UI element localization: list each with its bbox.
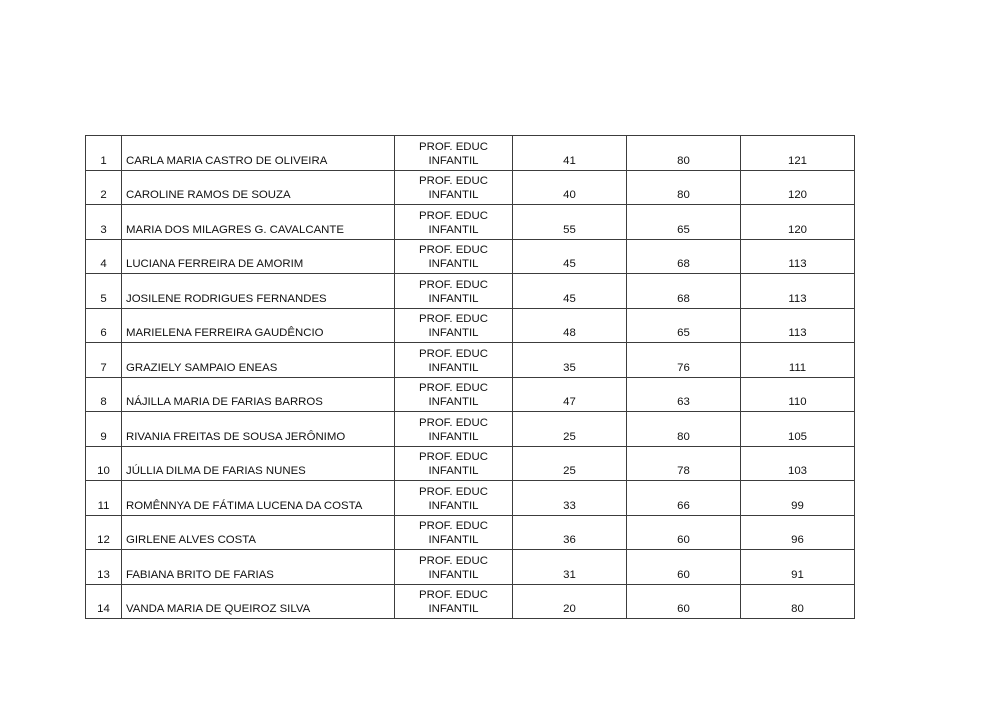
score-a: 31 xyxy=(513,550,627,585)
score-b: 60 xyxy=(627,550,741,585)
score-a: 35 xyxy=(513,343,627,378)
position-line-1: PROF. EDUC xyxy=(419,451,488,463)
score-total: 80 xyxy=(741,584,855,619)
candidate-name: MARIELENA FERREIRA GAUDÊNCIO xyxy=(122,308,395,343)
row-number: 7 xyxy=(86,343,122,378)
position xyxy=(395,239,513,274)
table-row xyxy=(86,239,855,274)
position-line-1: PROF. EDUC xyxy=(419,278,488,291)
position xyxy=(395,170,513,205)
score-total: 120 xyxy=(741,170,855,205)
row-number: 14 xyxy=(86,584,122,619)
score-a: 25 xyxy=(513,412,627,447)
table-row xyxy=(86,308,855,343)
row-number: 3 xyxy=(86,205,122,240)
score-total: 110 xyxy=(741,377,855,412)
score-b: 65 xyxy=(627,308,741,343)
position-line-2: INFANTIL xyxy=(428,223,479,236)
row-number: 11 xyxy=(86,481,122,516)
score-a: 48 xyxy=(513,308,627,343)
table-row xyxy=(86,274,855,309)
position xyxy=(395,412,513,447)
score-b: 60 xyxy=(627,584,741,619)
score-b: 68 xyxy=(627,239,741,274)
position-line-2: INFANTIL xyxy=(428,189,479,201)
score-b: 80 xyxy=(627,136,741,171)
table-row xyxy=(86,377,855,412)
score-a: 40 xyxy=(513,170,627,205)
position-line-1: PROF. EDUC xyxy=(419,416,488,429)
row-number: 9 xyxy=(86,412,122,447)
score-b: 76 xyxy=(627,343,741,378)
score-a: 20 xyxy=(513,584,627,619)
row-number: 13 xyxy=(86,550,122,585)
table-row xyxy=(86,412,855,447)
score-b: 78 xyxy=(627,446,741,481)
position-line-2: INFANTIL xyxy=(428,361,479,374)
score-total: 120 xyxy=(741,205,855,240)
position-line-2: INFANTIL xyxy=(428,499,479,512)
position-line-1: PROF. EDUC xyxy=(419,554,488,567)
candidate-name: FABIANA BRITO DE FARIAS xyxy=(122,550,395,585)
row-number: 10 xyxy=(86,446,122,481)
score-a: 25 xyxy=(513,446,627,481)
table-row xyxy=(86,481,855,516)
row-number: 4 xyxy=(86,239,122,274)
position-line-1: PROF. EDUC xyxy=(419,485,488,498)
candidate-name: LUCIANA FERREIRA DE AMORIM xyxy=(122,239,395,274)
score-a: 47 xyxy=(513,377,627,412)
score-b: 80 xyxy=(627,170,741,205)
position-line-1: PROF. EDUC xyxy=(419,313,488,325)
score-a: 36 xyxy=(513,515,627,550)
position xyxy=(395,205,513,240)
score-a: 45 xyxy=(513,239,627,274)
position-line-2: INFANTIL xyxy=(428,603,479,615)
score-total: 113 xyxy=(741,308,855,343)
table-row xyxy=(86,343,855,378)
candidate-name: CARLA MARIA CASTRO DE OLIVEIRA xyxy=(122,136,395,171)
table-row xyxy=(86,170,855,205)
score-a: 45 xyxy=(513,274,627,309)
position-line-1: PROF. EDUC xyxy=(419,520,488,532)
position xyxy=(395,274,513,309)
position xyxy=(395,584,513,619)
ranking-table xyxy=(85,135,855,619)
score-b: 65 xyxy=(627,205,741,240)
position-line-2: INFANTIL xyxy=(428,396,479,408)
position-line-2: INFANTIL xyxy=(428,534,479,546)
position xyxy=(395,481,513,516)
score-total: 99 xyxy=(741,481,855,516)
position-line-2: INFANTIL xyxy=(428,568,479,581)
score-b: 60 xyxy=(627,515,741,550)
candidate-name: GIRLENE ALVES COSTA xyxy=(122,515,395,550)
position xyxy=(395,515,513,550)
table-row xyxy=(86,205,855,240)
candidate-name: NÁJILLA MARIA DE FARIAS BARROS xyxy=(122,377,395,412)
candidate-name: MARIA DOS MILAGRES G. CAVALCANTE xyxy=(122,205,395,240)
row-number: 8 xyxy=(86,377,122,412)
table-row xyxy=(86,584,855,619)
score-a: 55 xyxy=(513,205,627,240)
position-line-2: INFANTIL xyxy=(428,258,479,270)
position-line-2: INFANTIL xyxy=(428,292,479,305)
score-b: 63 xyxy=(627,377,741,412)
position-line-1: PROF. EDUC xyxy=(419,209,488,222)
position-line-2: INFANTIL xyxy=(428,154,479,167)
candidate-name: CAROLINE RAMOS DE SOUZA xyxy=(122,170,395,205)
position-line-2: INFANTIL xyxy=(428,327,479,339)
row-number: 6 xyxy=(86,308,122,343)
candidate-name: GRAZIELY SAMPAIO ENEAS xyxy=(122,343,395,378)
table-row xyxy=(86,136,855,171)
score-total: 91 xyxy=(741,550,855,585)
row-number: 5 xyxy=(86,274,122,309)
ranking-table-body xyxy=(86,136,855,619)
position xyxy=(395,377,513,412)
score-total: 96 xyxy=(741,515,855,550)
row-number: 1 xyxy=(86,136,122,171)
table-row xyxy=(86,550,855,585)
score-total: 111 xyxy=(741,343,855,378)
position-line-1: PROF. EDUC xyxy=(419,244,488,256)
candidate-name: RIVANIA FREITAS DE SOUSA JERÔNIMO xyxy=(122,412,395,447)
position-line-1: PROF. EDUC xyxy=(419,140,488,153)
score-total: 113 xyxy=(741,274,855,309)
score-a: 41 xyxy=(513,136,627,171)
candidate-name: ROMÊNNYA DE FÁTIMA LUCENA DA COSTA xyxy=(122,481,395,516)
score-b: 80 xyxy=(627,412,741,447)
position-line-1: PROF. EDUC xyxy=(419,589,488,601)
row-number: 2 xyxy=(86,170,122,205)
score-total: 121 xyxy=(741,136,855,171)
position-line-2: INFANTIL xyxy=(428,430,479,443)
candidate-name: JOSILENE RODRIGUES FERNANDES xyxy=(122,274,395,309)
score-total: 113 xyxy=(741,239,855,274)
position xyxy=(395,343,513,378)
row-number: 12 xyxy=(86,515,122,550)
position xyxy=(395,308,513,343)
score-a: 33 xyxy=(513,481,627,516)
position xyxy=(395,550,513,585)
position-line-1: PROF. EDUC xyxy=(419,382,488,394)
position xyxy=(395,136,513,171)
score-total: 103 xyxy=(741,446,855,481)
score-b: 68 xyxy=(627,274,741,309)
score-b: 66 xyxy=(627,481,741,516)
position xyxy=(395,446,513,481)
candidate-name: JÚLLIA DILMA DE FARIAS NUNES xyxy=(122,446,395,481)
position-line-1: PROF. EDUC xyxy=(419,347,488,360)
position-line-1: PROF. EDUC xyxy=(419,175,488,187)
score-total: 105 xyxy=(741,412,855,447)
candidate-name: VANDA MARIA DE QUEIROZ SILVA xyxy=(122,584,395,619)
position-line-2: INFANTIL xyxy=(428,465,479,477)
table-row xyxy=(86,446,855,481)
table-row xyxy=(86,515,855,550)
